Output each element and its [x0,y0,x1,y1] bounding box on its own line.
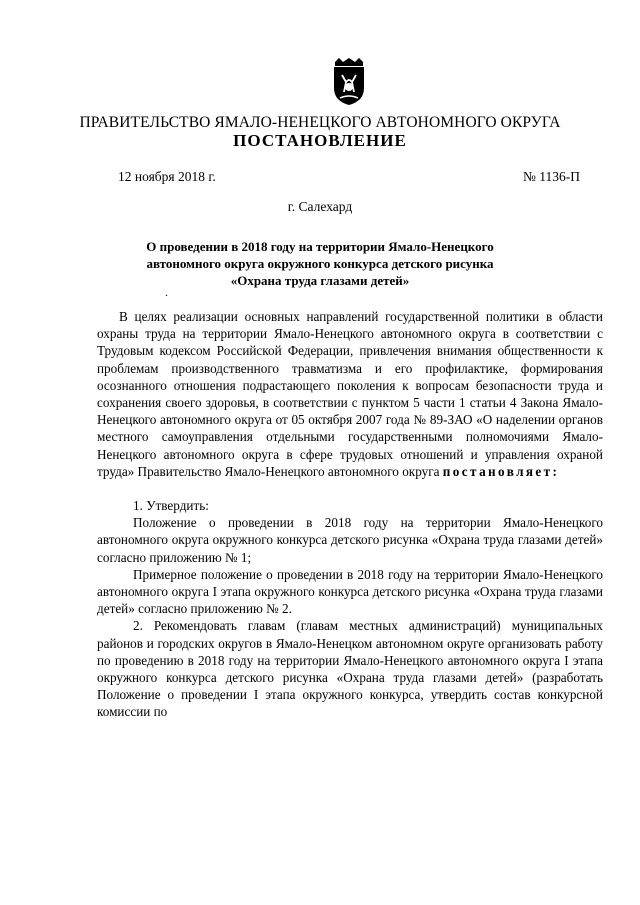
preamble-paragraph [97,308,603,480]
document-date: 12 ноября 2018 г. [118,169,216,184]
coat-of-arms-emblem [330,58,368,106]
title-line: «Охрана труда глазами детей» [230,273,410,288]
document-type: ПОСТАНОВЛЕНИЕ [233,131,407,150]
title-line: автономного округа окружного конкурса детского рисунка [146,256,494,271]
item-1: 1. Утвердить: [133,498,209,514]
document-body [97,308,603,721]
title-line: О проведении в 2018 году на территории Ямало-Ненецкого [146,239,494,254]
government-name: ПРАВИТЕЛЬСТВО ЯМАЛО-НЕНЕЦКОГО АВТОНОМНОГО ОКРУГА [79,114,561,131]
document-number: № 1136-П [523,169,580,184]
document-title [110,238,530,289]
item-2: 2. Рекомендовать главам (главам местных администраций) муниципальных районов и городских округов в Ямало-Ненецком автономном округе организовать работу по проведению в 2018 году на территории Ямало-Ненецкого автономного округа I этапа окружного конкурса детского рисунка «Охрана труда глазами детей» (разработать Положение о проведении I этапа окружного конкурса, утвердить состав конкурсной комиссии по [97,618,603,720]
item-1-clause-a: Положение о проведении в 2018 году на территории Ямало-Ненецкого автономного округа окружного конкурса детского рисунка «Охрана труда глазами детей» согласно приложению № 1; [97,515,603,565]
item-1-clause-b: Примерное положение о проведении в 2018 году на территории Ямало-Ненецкого автономного округа I этапа окружного конкурса детского рисунка «Охрана труда глазами детей» согласно приложению № 2. [97,566,603,617]
preamble-text: В целях реализации основных направлений государственной политики в области охраны труда на территории Ямало-Ненецкого автономного округа в соответствии с Трудовым кодексом Российской Федерации, привлечения внимания общественности к проблемам производственного травматизма и его профилактике, формирования осознанного отношения подрастающего поколения к вопросам безопасности труда и сохранения своего здоровья, в соответствии с пунктом 5 части 1 статьи 4 Закона Ямало-Ненецкого автономного округа от 05 октября 2007 года № 89-ЗАО «О наделении органов местного самоуправления отдельными государственными полномочиями Ямало-Ненецкого автономного округа в сфере трудовых отношений и управления охраной труда» Правительство Ямало-Ненецкого автономного округа [97,309,603,479]
document-city: г. Салехард [287,199,353,214]
decides-word: постановляет: [442,463,560,479]
stray-marker: . [165,285,168,299]
